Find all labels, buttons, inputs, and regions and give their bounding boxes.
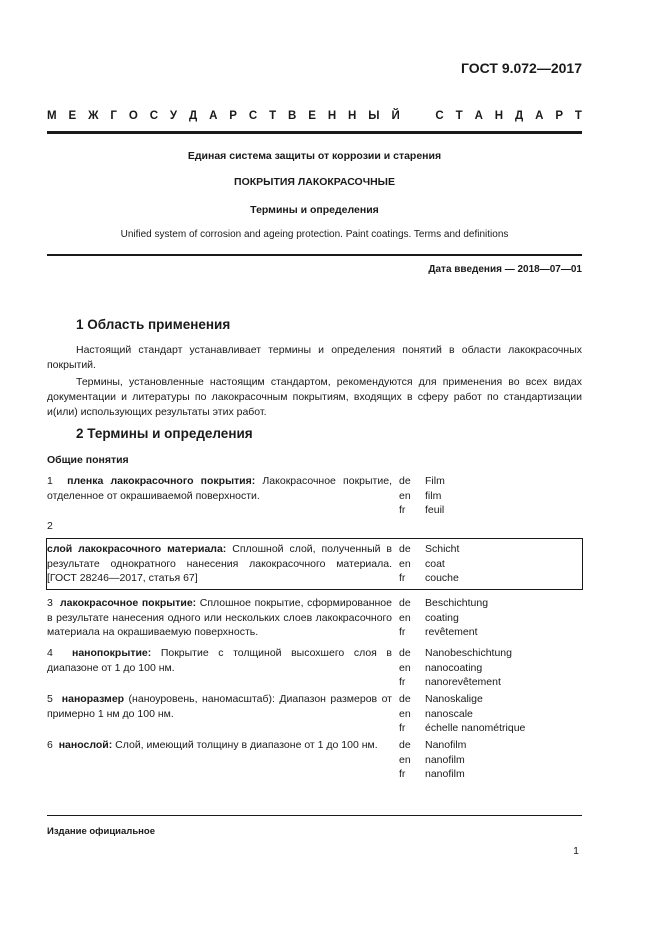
language-code: en [399,753,411,766]
language-codes [399,692,421,736]
term-name: слой лакокрасочного материала: [47,543,227,555]
standard-title: ПОКРЫТИЯ ЛАКОКРАСОЧНЫЕ [234,176,395,188]
banner-letter: Н [348,110,357,122]
term-number: 6 [47,739,53,751]
foreign-term: nanofilm [425,768,465,780]
banner-letter: С [435,110,444,122]
language-code: de [399,597,411,609]
document-number: ГОСТ 9.072—2017 [460,60,582,76]
banner-letter: Т [269,110,277,122]
banner-letter: Т [455,110,463,122]
introduction-date: Дата введения — 2018—07—01 [428,264,582,275]
foreign-term: coat [425,557,445,570]
banner-letter: Д [188,110,198,122]
language-code: de [399,647,411,659]
language-code: fr [399,676,406,688]
term-entry [47,646,392,675]
term-entry [47,692,392,721]
banner-letter: А [535,110,544,122]
interstate-standard-banner [47,110,582,122]
foreign-term: Nanofilm [425,739,467,751]
language-codes [399,596,421,640]
banner-letter: Ж [88,110,99,122]
paragraph: Настоящий стандарт устанавливает термины и определения понятий в области лакокрасочных покрытий. [47,344,582,371]
language-code: fr [399,504,406,516]
banner-letter: Е [308,110,316,122]
foreign-term: échelle nanométrique [425,722,526,734]
banner-letter: Д [515,110,524,122]
banner-letter: Н [327,110,337,122]
language-code: de [399,693,411,705]
banner-letter: О [128,110,138,122]
banner-letter: Р [555,110,564,122]
foreign-equivalents [425,542,585,586]
section-1-heading: 1 Область применения [76,317,231,332]
footer-divider [47,815,582,816]
foreign-term: film [425,489,442,502]
banner-letter: С [248,110,258,122]
banner-letter: А [474,110,483,122]
foreign-term: Beschichtung [425,597,489,609]
standard-subtitle: Термины и определения [250,204,379,216]
section-2-heading: 2 Термины и определения [76,426,253,441]
term-number: 4 [47,647,53,659]
language-code: en [399,557,411,570]
banner-letter: Н [494,110,504,122]
banner-letter: Е [68,110,77,122]
english-title: Unified system of corrosion and ageing protection. Paint coatings. Terms and definitions [120,229,509,240]
term-name: наноразмер [61,693,125,705]
banner-letter: Г [110,110,117,122]
foreign-equivalents [425,738,585,782]
banner-letter: Й [391,110,400,122]
language-code: en [399,661,411,674]
banner-letter: А [209,110,218,122]
foreign-term: Nanoskalige [425,693,483,705]
term-entry [47,738,392,753]
language-code: fr [399,768,406,780]
banner-letter: Р [229,110,237,122]
foreign-term: nanorevêtement [425,676,501,688]
term-entry [47,474,392,503]
foreign-term: coating [425,611,459,624]
term-name: нанопокрытие: [71,647,152,659]
language-code: fr [399,626,406,638]
term-definition: Лакокрасочное покрытие, отделенное от окрашиваемой поверхности. [47,475,392,502]
language-code: en [399,707,411,720]
language-code: de [399,543,411,555]
term-name: лакокрасочное покрытие: [60,597,197,609]
term-definition: (наноуровень, наномасштаб): Диапазон размеров от примерно 1 нм до 100 нм. [47,693,392,720]
language-code: fr [399,722,406,734]
page-number: 1 [573,845,579,857]
language-code: en [399,611,411,624]
banner-letter: В [288,110,297,122]
banner-letter: М [47,110,57,122]
foreign-equivalents [425,646,585,690]
foreign-term: nanoscale [425,707,473,720]
section-1-body [47,343,582,420]
term-number: 5 [47,693,53,705]
language-code: de [399,739,411,751]
term-entry [47,596,392,640]
foreign-term: Film [425,475,445,487]
banner-letter: У [169,110,178,122]
foreign-term: feuil [425,504,445,516]
official-edition-label: Издание официальное [47,826,155,837]
term-definition: Слой, имеющий толщину в диапазоне от 1 до 100 нм. [112,739,378,751]
foreign-term: Nanobeschichtung [425,647,512,659]
term-definition: Сплошной слой, полученный в результате однократного нанесения лакокрасочного материала. [ГОСТ 28246—2017, статья 67] [47,543,392,584]
language-codes [399,646,421,690]
foreign-term: nanofilm [425,753,465,766]
term-definition: Сплошное покрытие, сформированное в результате нанесения одного или нескольких слоев лакокрасочного материала на окрашиваемую поверхность. [47,597,392,638]
language-code: fr [399,572,406,584]
term-definition: Покрытие с толщиной высохшего слоя в диапазоне от 1 до 100 нм. [47,647,392,674]
foreign-term: nanocoating [425,661,483,674]
banner-letter: Т [574,110,582,122]
banner-letter: С [149,110,158,122]
term-number: 3 [47,597,53,609]
language-code: de [399,475,411,487]
term-number: 1 [47,475,53,487]
language-codes [399,542,421,586]
language-codes [399,738,421,782]
banner-letter: Ы [368,110,380,122]
paragraph: Термины, установленные настоящим стандартом, рекомендуются для применения во всех видах документации и литературы по лакокрасочным покрытиям, входящих в сферу работ по стандартизации и(или) использующих результаты этих работ. [47,376,582,418]
foreign-equivalents [425,692,585,736]
foreign-equivalents [425,596,585,640]
title-divider [47,254,582,256]
subsection-heading: Общие понятия [47,454,129,466]
term-name: нанослой: [58,739,113,751]
foreign-equivalents [425,474,585,518]
header-divider [47,131,582,134]
language-codes [399,474,421,518]
foreign-term: Schicht [425,543,460,555]
term-number: 2 [47,520,53,532]
foreign-term: revêtement [425,626,478,638]
term-name: пленка лакокрасочного покрытия: [67,475,256,487]
term-entry [47,542,392,586]
series-title: Единая система защиты от коррозии и старения [187,150,442,162]
foreign-term: couche [425,572,459,584]
language-code: en [399,489,411,502]
